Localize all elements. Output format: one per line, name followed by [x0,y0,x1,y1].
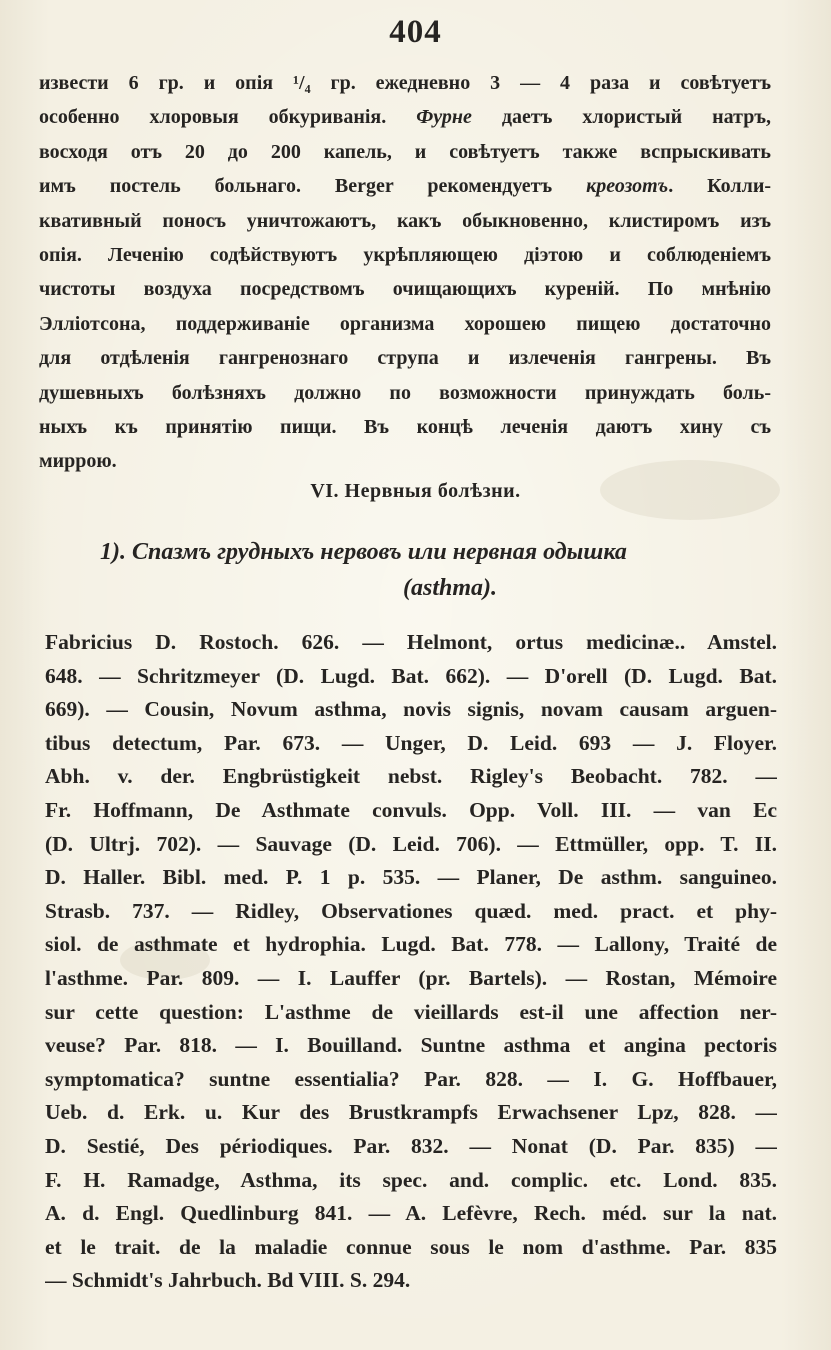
paragraph-line: извести 6 гр. и опія ¹/₄ гр. ежедневно 3 — 4 раза и совѣтуетъ [39,72,771,94]
paragraph-line: миррою. [39,450,117,473]
paragraph-line: душевныхъ болѣзняхъ должно по возможности принуждать боль- [39,381,771,404]
bibliography-line: 648. — Schritzmeyer (D. Lugd. Bat. 662). — D'orell (D. Lugd. Bat. [45,663,777,688]
bibliography-line: 669). — Cousin, Novum asthma, novis signis, novam causam arguen- [45,697,777,722]
bibliography-line: Strasb. 737. — Ridley, Observationes quæd. med. pract. et phy- [45,898,777,923]
bibliography-line: tibus detectum, Par. 673. — Unger, D. Leid. 693 — J. Floyer. [45,730,777,755]
bibliography-line: A. d. Engl. Quedlinburg 841. — A. Lefèvre, Rech. méd. sur la nat. [45,1201,777,1226]
bibliography-line: D. Haller. Bibl. med. P. 1 p. 535. — Planer, De asthm. sanguineo. [45,865,777,890]
bibliography-line: F. H. Ramadge, Asthma, its spec. and. complic. etc. Lond. 835. [45,1167,777,1192]
paragraph-line: Эллiотсона, поддерживаніе организма хорошею пищею достаточно [39,312,771,335]
bibliography-line: symptomatica? suntne essentialia? Par. 828. — I. G. Hoffbauer, [45,1066,777,1091]
paragraph-line: чистоты воздуха посредствомъ очищающихъ куреній. По мнѣнію [39,278,771,301]
italic-term: Фурне [416,106,472,129]
paragraph-line: для отдѣленія гангренознаго струпа и излеченія гангрены. Въ [39,347,771,370]
page-number: 404 [389,14,442,50]
paragraph-line: ныхъ къ принятію пищи. Въ концѣ леченія даютъ хину съ [39,415,771,438]
paragraph-line: восходя отъ 20 до 200 капель, и совѣтуетъ также вспрыскивать [39,140,771,163]
paragraph-line: опія. Леченію содѣйствуютъ укрѣпляющею діэтою и соблюденіемъ [39,243,771,266]
bibliography-line: Ueb. d. Erk. u. Kur des Brustkrampfs Erwachsener Lpz, 828. — [45,1100,777,1125]
bibliography-line: et le trait. de la maladie connue sous le nom d'asthme. Par. 835 [45,1234,777,1259]
bibliography-line: — Schmidt's Jahrbuch. Bd VIII. S. 294. [45,1268,411,1293]
paragraph-line: особенно хлоровыя обкуриванія. Фурне даетъ хлористый натръ, [39,106,771,129]
subsection-heading-title: 1). Спазмъ грудныхъ нервовъ или нервная одышка [100,539,627,565]
bibliography-line: (D. Ultrj. 702). — Sauvage (D. Leid. 706). — Ettmüller, opp. T. II. [45,831,777,856]
bibliography-line: veuse? Par. 818. — I. Bouilland. Suntne asthma et angina pectoris [45,1033,777,1058]
bibliography-line: Abh. v. der. Engbrüstigkeit nebst. Rigley's Beobacht. 782. — [45,764,777,789]
subsection-heading-latin: (asthma). [402,575,497,601]
subsection-heading [100,534,780,606]
bibliography-line: siol. de asthmate et hydrophia. Lugd. Bat. 778. — Lallony, Traité de [45,932,777,957]
bibliography-line: Fr. Hoffmann, De Asthmate convuls. Opp. Voll. III. — van Ec [45,797,777,822]
russian-paragraph [39,66,771,479]
bibliography-line: sur cette question: L'asthme de vieillards est-il une affection ner- [45,999,777,1024]
paragraph-line: квативный поносъ уничтожаютъ, какъ обыкновенно, клистиромъ изъ [39,209,771,232]
bibliography-line: l'asthme. Par. 809. — I. Lauffer (pr. Bartels). — Rostan, Mémoire [45,965,777,990]
section-heading: VI. Нервныя болѣзни. [310,480,521,502]
bibliography-line: D. Sestié, Des périodiques. Par. 832. — Nonat (D. Par. 835) — [45,1133,777,1158]
paragraph-line: имъ постель больнаго. Berger рекомендуетъ креозотъ. Колли- [39,175,771,198]
bibliography-line: Fabricius D. Rostoch. 626. — Helmont, ortus medicinæ.. Amstel. [45,630,777,654]
italic-term: креозотъ [586,175,669,198]
bibliography [45,626,777,1298]
